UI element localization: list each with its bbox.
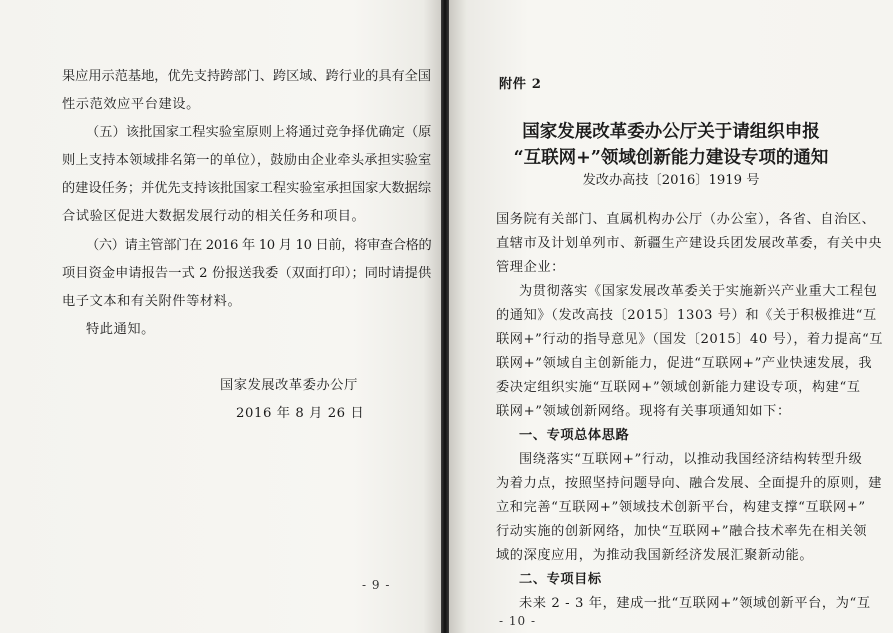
left-line-10: 特此通知。 <box>86 322 155 337</box>
section1-line-1: 围绕落实“互联网+”行动，以推动我国经济结构转型升级 <box>519 452 863 467</box>
left-line-8: 项目资金申请报告一式 2 份报送我委（双面打印）；同时请提供 <box>62 266 432 281</box>
right-line-3: 管理企业： <box>496 260 565 275</box>
right-page <box>449 0 893 633</box>
section1-line-2: 为着力点，按照坚持问题导向、融合发展、全面提升的原则，建 <box>496 476 883 491</box>
document-number: 发改办高技〔2016〕1919 号 <box>582 173 760 188</box>
left-line-4: 则上支持本领域排名第一的单位），鼓励由企业牵头承担实验室 <box>62 153 432 168</box>
section1-line-4: 行动实施的创新网络，加快“互联网+”融合技术率先在相关领 <box>496 524 868 539</box>
left-line-2: 性示范效应平台建设。 <box>62 97 200 112</box>
right-line-2: 直辖市及计划单列市、新疆生产建设兵团发展改革委，有关中央 <box>496 236 883 251</box>
left-line-9: 电子文本和有关附件等材料。 <box>62 294 242 309</box>
right-line-1: 国务院有关部门、直属机构办公厅（办公室），各省、自治区、 <box>496 212 876 227</box>
section-heading-1: 一、专项总体思路 <box>519 428 630 443</box>
notice-title-line-1: 国家发展改革委办公厅关于请组织申报 <box>522 122 820 142</box>
signature: 国家发展改革委办公厅 <box>220 378 358 393</box>
attachment-label: 附件 2 <box>499 77 542 92</box>
left-line-1: 果应用示范基地，优先支持跨部门、跨区域、跨行业的具有全国 <box>62 69 432 84</box>
left-line-3: （五）该批国家工程实验室原则上将通过竞争择优确定（原 <box>86 125 432 140</box>
notice-title-line-2: “互联网+”领域创新能力建设专项的通知 <box>513 148 829 168</box>
right-line-8: 委决定组织实施“互联网+”领域创新能力建设专项，构建“互 <box>496 380 861 395</box>
page-number-left: - 9 - <box>362 578 391 592</box>
right-line-9: 联网+”领域创新网络。现将有关事项通知如下： <box>496 404 791 419</box>
right-line-7: 联网+”领域自主创新能力，促进“互联网+”产业快速发展，我 <box>496 356 873 371</box>
section1-line-3: 立和完善“互联网+”领域技术创新平台，构建支撑“互联网+” <box>496 500 866 515</box>
signature-date: 2016 年 8 月 26 日 <box>236 406 365 421</box>
left-page <box>0 0 441 633</box>
left-line-5: 的建设任务；并优先支持该批国家工程实验室承担国家大数据综 <box>62 181 432 196</box>
section2-line-1: 未来 2 - 3 年，建成一批“互联网+”领域创新平台，为“互 <box>519 596 871 611</box>
left-line-7: （六）请主管部门在 2016 年 10 月 10 日前，将审查合格的 <box>86 238 432 253</box>
right-line-4: 为贯彻落实《国家发展改革委关于实施新兴产业重大工程包 <box>519 284 878 299</box>
left-line-6: 合试验区促进大数据发展行动的相关任务和项目。 <box>62 209 366 224</box>
right-line-6: 联网+”行动的指导意见》（国发〔2015〕40 号），着力提高“互 <box>496 332 883 347</box>
page-number-right: - 10 - <box>499 614 537 628</box>
section-heading-2: 二、专项目标 <box>519 572 602 587</box>
book-gutter <box>441 0 449 633</box>
section1-line-5: 域的深度应用，为推动我国新经济发展汇聚新动能。 <box>496 548 814 563</box>
right-line-5: 的通知》（发改高技〔2015〕1303 号）和《关于积极推进“互 <box>496 308 877 323</box>
